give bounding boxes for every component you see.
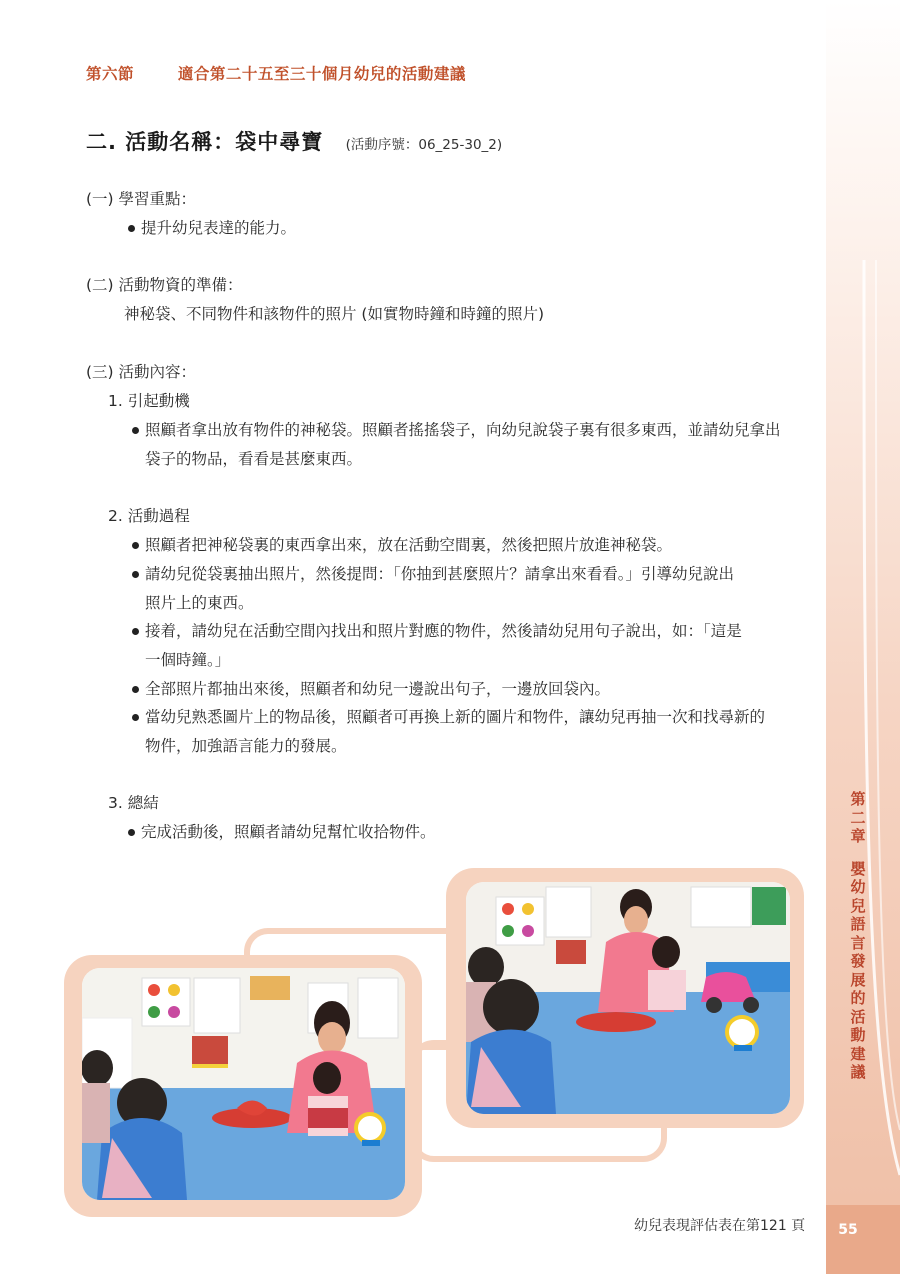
list-item: 當幼兒熟悉圖片上的物品後，照顧者可再換上新的圖片和物件，讓幼兒再抽一次和找尋新的 物件，加強語言能力的發展。: [145, 703, 765, 761]
activity-serial: (活動序號：06_25-30_2): [345, 137, 503, 153]
activity-title-row: [86, 126, 502, 156]
chapter-title: [846, 790, 870, 1082]
materials-text: 神秘袋、不同物件和該物件的照片 (如實物時鐘和時鐘的照片): [124, 305, 545, 323]
section-title: 適合第二十五至三十個月幼兒的活動建議: [177, 65, 466, 83]
list-item: 請幼兒從袋裏抽出照片，然後提問：「你抽到甚麼照片？請拿出來看看。」引導幼兒說出 照片上的東西。: [145, 560, 734, 618]
list-item: 照顧者把神秘袋裏的東西拿出來，放在活動空間裏，然後把照片放進神秘袋。: [145, 531, 672, 560]
bullet-dot: [132, 427, 139, 434]
bullet-dot: [132, 542, 139, 549]
bullet-dot: [132, 714, 139, 721]
part-title-motivation: 1. 引起動機: [108, 392, 190, 410]
list-item: 照顧者拿出放有物件的神秘袋。照顧者搖搖袋子，向幼兒說袋子裏有很多東西，並請幼兒拿出 袋子的物品，看看是甚麼東西。: [145, 416, 781, 474]
list-item: 全部照片都抽出來後，照顧者和幼兒一邊說出句子，一邊放回袋內。: [145, 675, 610, 704]
part-title-process: 2. 活動過程: [108, 507, 190, 525]
assessment-reference: 幼兒表現評估表在第121 頁: [634, 1218, 806, 1234]
list-item: 完成活動後，照顧者請幼兒幫忙收拾物件。: [141, 818, 436, 847]
photo-left: [82, 968, 405, 1200]
classroom-photo-left: [82, 968, 405, 1200]
part-title-conclusion: 3. 總結: [108, 794, 159, 812]
bullet-dot: [132, 571, 139, 578]
photo-right: [466, 882, 790, 1114]
section-header: [86, 62, 466, 84]
learning-bullet: 提升幼兒表達的能力。: [141, 214, 296, 243]
materials-heading: (二) 活動物資的準備：: [86, 276, 243, 294]
bullet-dot: [128, 829, 135, 836]
bullet-dot: [132, 628, 139, 635]
page-number: 55: [838, 1222, 858, 1238]
section-number: 第六節: [86, 65, 135, 83]
chapter-name: 嬰幼兒語言發展的活動建議: [850, 859, 866, 1081]
bullet-dot: [128, 225, 135, 232]
side-band-curve: [826, 0, 900, 1274]
chapter-number: 第二章: [850, 790, 866, 845]
content-heading: (三) 活動內容：: [86, 363, 197, 381]
learning-heading: (一) 學習重點：: [86, 190, 197, 208]
classroom-photo-right: [466, 882, 790, 1114]
activity-title: 二. 活動名稱：袋中尋寶: [86, 130, 324, 154]
bullet-dot: [132, 686, 139, 693]
list-item: 接着，請幼兒在活動空間內找出和照片對應的物件，然後請幼兒用句子說出，如：「這是 一個時鐘。」: [145, 617, 742, 675]
